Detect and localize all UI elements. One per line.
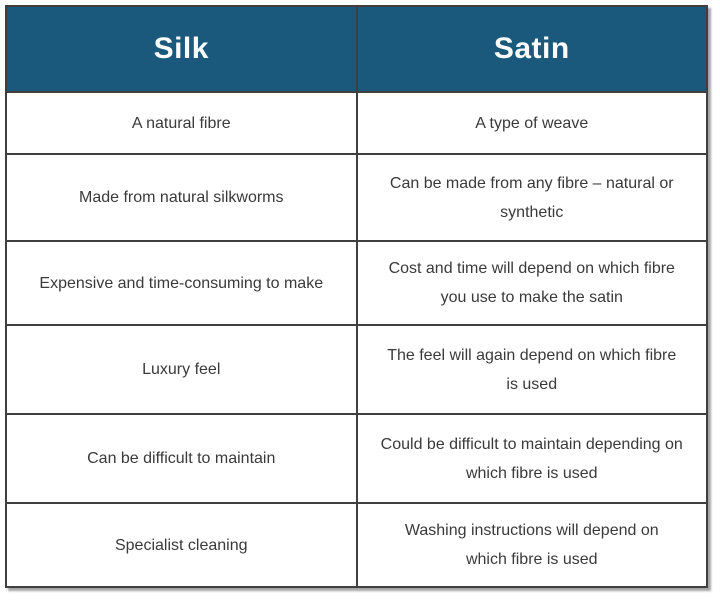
silk-cell	[6, 154, 357, 241]
silk-cell	[6, 503, 357, 587]
header-label-satin: Satin	[493, 32, 570, 65]
silk-cell	[6, 241, 357, 325]
satin-cell	[357, 92, 708, 154]
cell-text: The feel will again depend on which fibre is used	[387, 346, 677, 393]
cell-text: Can be made from any fibre – natural or synthetic	[389, 174, 674, 221]
table-row	[6, 241, 707, 325]
cell-text: Washing instructions will depend on which fibre is used	[404, 522, 659, 568]
header-row	[6, 6, 707, 92]
cell-text: Made from natural silkworms	[79, 189, 284, 206]
cell-text: Specialist cleaning	[114, 536, 248, 554]
satin-cell	[357, 503, 708, 587]
satin-cell	[357, 414, 708, 503]
table-row	[6, 154, 707, 241]
silk-satin-comparison-table	[5, 5, 708, 588]
cell-text: Could be difficult to maintain depending on which fibre is used	[380, 435, 683, 482]
header-label-silk: Silk	[153, 32, 209, 65]
cell-text: Can be difficult to maintain	[87, 450, 276, 467]
header-cell-silk	[6, 6, 357, 92]
table-row	[6, 325, 707, 414]
table-row	[6, 503, 707, 587]
silk-cell	[6, 325, 357, 414]
table-row	[6, 414, 707, 503]
satin-cell	[357, 241, 708, 325]
satin-cell	[357, 325, 708, 414]
cell-text: A natural fibre	[131, 114, 231, 132]
cell-text: Cost and time will depend on which fibre you use to make the satin	[388, 260, 675, 306]
cell-text: Luxury feel	[142, 361, 221, 378]
satin-cell	[357, 154, 708, 241]
silk-cell	[6, 414, 357, 503]
cell-text: Expensive and time-consuming to make	[39, 274, 324, 292]
table-row	[6, 92, 707, 154]
header-cell-satin	[357, 6, 708, 92]
cell-text: A type of weave	[475, 114, 589, 132]
silk-cell	[6, 92, 357, 154]
